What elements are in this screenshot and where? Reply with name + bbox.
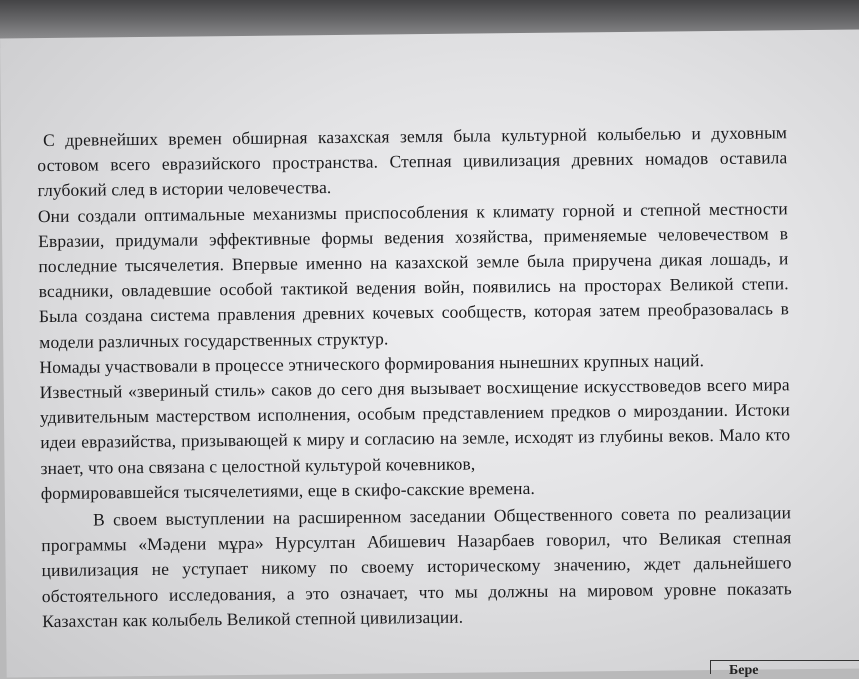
paragraph-1: С древнейших времен обширная казахская земля была культурной колыбелью и духовным остовом всего евразийского пространства. Степная цивилизация древних номадов оставила глубокий след в истории человечества.	[37, 122, 788, 201]
paragraph-2: Они создали оптимальные механизмы приспособления к климату горной и степной местности Евразии, придумали эффективные формы ведения хозяйства, применяемые человечеством в последние тысячелетия. Впервые именно на казахской земле была приручена дикая лошадь, и всадники, овладевшие особой тактикой ведения войн, появились на просторах Великой степи. Была создана система правления древних кочевых сообществ, которая затем преобразовалась в модели различных государственных структур.	[37, 197, 790, 352]
paragraph-5: формировавшейся тысячелетиями, еще в скифо-сакские времена.	[40, 477, 535, 503]
document-text	[37, 120, 792, 634]
paragraph-6: В своем выступлении на расширенном заседании Общественного совета по реализации программы «Мәдени мұра» Нурсултан Абишевич Назарбаев говорил, что Великая степная цивилизация не уступает никому по своему историческому значению, ждет дальнейшего обстоятельного исследования, а это означает, что мы должны на мировом уровне показать Казахстан как колыбель Великой степной цивилизации.	[41, 502, 792, 631]
document-page	[0, 30, 859, 678]
paragraph-4: Известный «звериный стиль» саков до сего дня вызывает восхищение искусствоведов всего мира удивительным мастерством исполнения, особым представлением предков о мироздании. Истоки идеи евразийства, призывающей к миру и согласию на земле, исходят из глубины веков. Мало кто знает, что она связана с целостной культурой кочевников,	[39, 374, 791, 478]
table-corner-text: Бере	[729, 663, 759, 678]
paragraph-3: Номады участвовали в процессе этнического формирования нынешних крупных наций.	[39, 349, 705, 377]
table-corner	[710, 660, 859, 678]
